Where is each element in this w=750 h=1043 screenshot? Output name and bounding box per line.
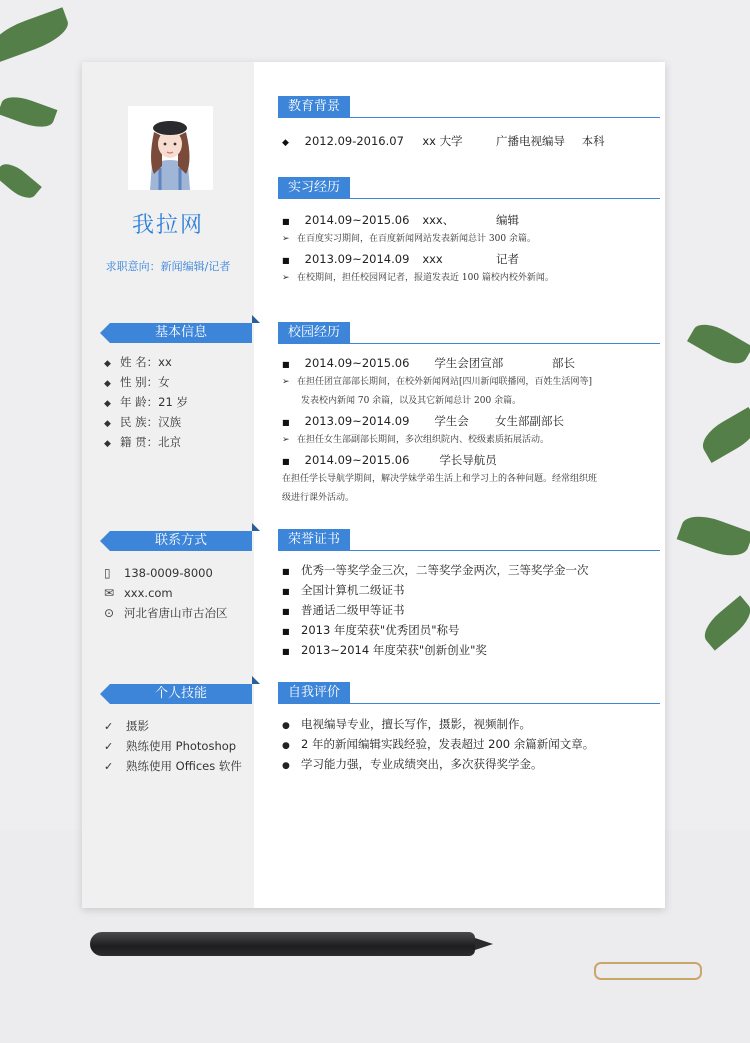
self-eval-title: 自我评价 [278, 682, 350, 704]
diamond-bullet-icon: ◆ [104, 359, 111, 369]
skill-item: ✓ 摄影 [104, 716, 242, 736]
basic-info-item: ◆ 性 别：女 [104, 372, 188, 392]
header-fold [252, 315, 260, 323]
contact-address: ⊙ 河北省唐山市古冶区 [104, 603, 228, 623]
resume-main [278, 62, 665, 908]
honor-item: ■ 全国计算机二级证书 [282, 580, 660, 600]
location-icon: ⊙ [104, 606, 115, 620]
square-bullet-icon: ■ [282, 647, 290, 656]
contact-phone: ▯ 138-0009-8000 [104, 563, 228, 583]
skills-list [104, 716, 242, 776]
internship-desc: ➢ 在百度实习期间，在百度新闻网站发表新闻总计 300 余篇。 [282, 230, 660, 249]
skills-header [100, 684, 262, 704]
education-header [278, 96, 660, 118]
square-bullet-icon: ■ [282, 418, 290, 427]
campus-row: ■ 2014.09~2015.06 学生会团宣部 部长 [282, 353, 660, 373]
arrow-bullet-icon: ➢ [282, 234, 290, 244]
campus-list [282, 353, 660, 508]
internship-row: ■ 2013.09~2014.09 xxx 记者 [282, 249, 660, 269]
campus-desc: 发表校内新闻 70 余篇，以及其它新闻总计 200 余篇。 [301, 396, 522, 406]
square-bullet-icon: ■ [282, 217, 290, 226]
skills-title: 个人技能 [110, 684, 252, 704]
self-eval-item: ● 学习能力强，专业成绩突出，多次获得奖学金。 [282, 754, 660, 774]
internship-desc: ➢ 在校期间，担任校园网记者，报道发表近 100 篇校内校外新闻。 [282, 269, 660, 288]
check-icon: ✓ [104, 720, 114, 733]
profile-photo [128, 106, 213, 190]
skill-item: ✓ 熟练使用 Offices 软件 [104, 756, 242, 776]
basic-info-title: 基本信息 [110, 323, 252, 343]
diamond-bullet-icon: ◆ [104, 399, 111, 409]
round-bullet-icon: ● [282, 761, 290, 771]
basic-info-item: ◆ 年 龄：21 岁 [104, 392, 188, 412]
internship-list [282, 210, 660, 288]
square-bullet-icon: ■ [282, 567, 290, 576]
honors-title: 荣誉证书 [278, 529, 350, 551]
honors-header [278, 529, 660, 551]
header-arrow [100, 323, 110, 343]
resume-page [82, 62, 665, 908]
header-fold [252, 523, 260, 531]
campus-desc: ➢ 在担任女生部副部长期间，多次组织院内、校级素质拓展活动。 [282, 431, 660, 450]
resume-sidebar [82, 62, 254, 908]
diamond-bullet-icon: ◆ [104, 379, 111, 389]
phone-icon: ▯ [104, 566, 111, 580]
self-eval-item: ● 2 年的新闻编辑实践经验，发表超过 200 余篇新闻文章。 [282, 734, 660, 754]
basic-info-item: ◆ 民 族：汉族 [104, 412, 188, 432]
header-arrow [100, 684, 110, 704]
square-bullet-icon: ■ [282, 607, 290, 616]
honor-item: ■ 2013~2014 年度荣获"创新创业"奖 [282, 640, 660, 660]
contact-email: ✉ xxx.com [104, 583, 228, 603]
basic-info-item: ◆ 籍 贯：北京 [104, 432, 188, 452]
square-bullet-icon: ■ [282, 256, 290, 265]
section-rule [278, 550, 660, 551]
paper-clip [594, 962, 702, 980]
check-icon: ✓ [104, 760, 114, 773]
self-eval-item: ● 电视编导专业，擅长写作，摄影，视频制作。 [282, 714, 660, 734]
campus-title: 校园经历 [278, 322, 350, 344]
section-rule [278, 198, 660, 199]
arrow-bullet-icon: ➢ [282, 435, 290, 445]
avatar-illustration [128, 106, 213, 190]
self-eval-header [278, 682, 660, 704]
basic-info-item: ◆ 姓 名：xx [104, 352, 188, 372]
arrow-bullet-icon: ➢ [282, 273, 290, 283]
contact-list [104, 563, 228, 623]
pen-tip [475, 938, 493, 950]
self-eval-list [282, 714, 660, 774]
honor-item: ■ 普通话二级甲等证书 [282, 600, 660, 620]
round-bullet-icon: ● [282, 741, 290, 751]
campus-desc: 级进行课外活动。 [282, 493, 355, 503]
campus-desc: ➢ 在担任团宣部部长期间，在校外新闻网站[四川新闻联播网，百姓生活网等] [282, 373, 660, 392]
campus-desc: 在担任学长导航学期间，解决学妹学弟生活上和学习上的各种问题。经常组织班 [282, 474, 598, 484]
internship-title: 实习经历 [278, 177, 350, 199]
diamond-bullet-icon: ◆ [104, 419, 111, 429]
section-rule [278, 117, 660, 118]
campus-row: ■ 2014.09~2015.06 学长导航员 [282, 450, 660, 470]
square-bullet-icon: ■ [282, 587, 290, 596]
contact-header [100, 531, 262, 551]
diamond-bullet-icon: ◆ [282, 138, 289, 148]
honor-item: ■ 优秀一等奖学金三次，二等奖学金两次，三等奖学金一次 [282, 560, 660, 580]
basic-info-list [104, 352, 188, 452]
mail-icon: ✉ [104, 586, 115, 600]
internship-header [278, 177, 660, 199]
campus-row: ■ 2013.09~2014.09 学生会 女生部副部长 [282, 411, 660, 431]
honor-item: ■ 2013 年度荣获"优秀团员"称号 [282, 620, 660, 640]
header-arrow [100, 531, 110, 551]
section-rule [278, 703, 660, 704]
square-bullet-icon: ■ [282, 360, 290, 369]
education-row: ◆ 2012.09-2016.07 xx 大学 广播电视编导 本科 [282, 131, 660, 151]
check-icon: ✓ [104, 740, 114, 753]
arrow-bullet-icon: ➢ [282, 377, 290, 387]
campus-header [278, 322, 660, 344]
header-fold [252, 676, 260, 684]
education-title: 教育背景 [278, 96, 350, 118]
basic-info-header [100, 323, 262, 343]
honors-list [282, 560, 660, 660]
round-bullet-icon: ● [282, 721, 290, 731]
skill-item: ✓ 熟练使用 Photoshop [104, 736, 242, 756]
job-intent: 求职意向：新闻编辑/记者 [105, 260, 231, 273]
square-bullet-icon: ■ [282, 627, 290, 636]
diamond-bullet-icon: ◆ [104, 439, 111, 449]
section-rule [278, 343, 660, 344]
education-entry [282, 131, 660, 151]
square-bullet-icon: ■ [282, 457, 290, 466]
internship-row: ■ 2014.09~2015.06 xxx、 编辑 [282, 210, 660, 230]
pen [90, 932, 475, 956]
resume-name: 我拉网 [131, 213, 204, 238]
contact-title: 联系方式 [110, 531, 252, 551]
